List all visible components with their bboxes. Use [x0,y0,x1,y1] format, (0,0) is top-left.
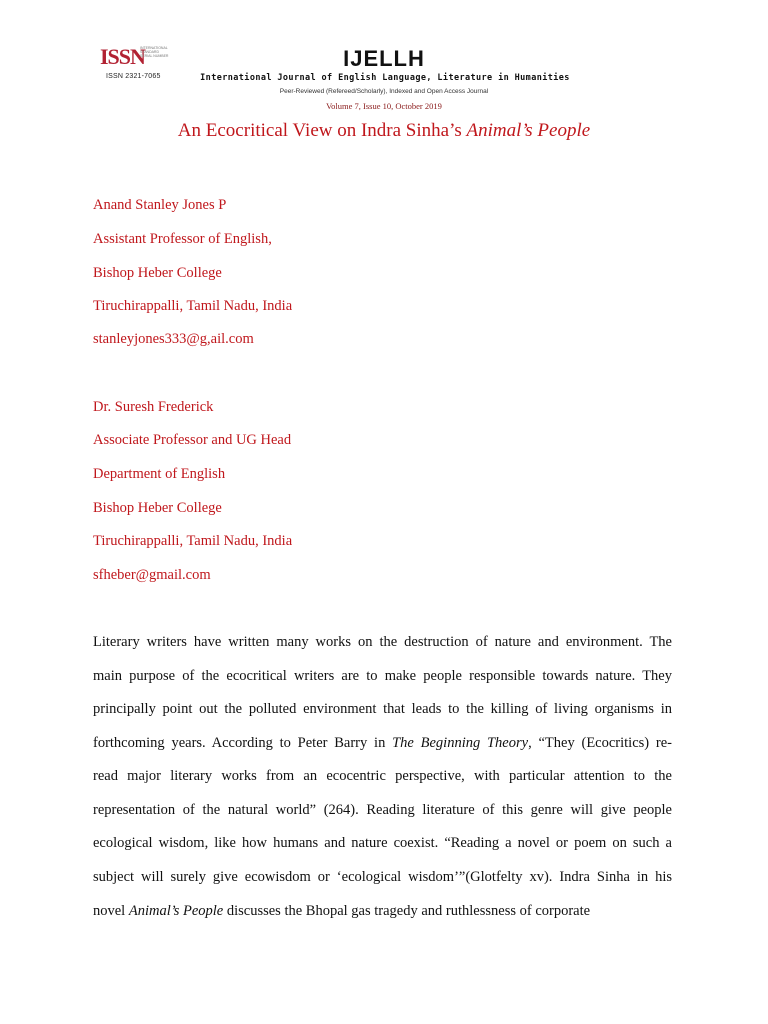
author1-email: stanleyjones333@g,ail.com [93,331,254,347]
author2-location: Tiruchirappalli, Tamil Nadu, India [93,533,293,549]
body-line: Literary writers have written many works on the destruction of nature and environment. The [93,634,672,650]
article-title-italic: Animal’s People [466,120,591,141]
body-line [93,902,590,920]
body-line: ecological wisdom, like how humans and nature coexist. “Reading a novel or poem on such a [93,835,672,851]
author2-email: sfheber@gmail.com [93,567,211,583]
body-line: principally point out the polluted environment that leads to the killing of living organisms in [93,701,672,717]
journal-subtitle: Peer-Reviewed (Refereed/Scholarly), Indexed and Open Access Journal [279,88,489,95]
author1-college: Bishop Heber College [93,265,222,281]
body-line: subject will surely give ecowisdom or ‘ecological wisdom’”(Glotfelty xv). Indra Sinha in his [93,869,672,885]
body-text-run: novel [93,903,129,919]
author2-college: Bishop Heber College [93,500,222,516]
book-title-italic: The Beginning Theory [392,735,529,751]
issn-logo-mark: ISSN [100,44,145,69]
body-text-run: forthcoming years. According to Peter Barry in [93,735,393,751]
body-line [93,734,672,752]
body-line: representation of the natural world” (264). Reading literature of this genre will give people [93,802,672,818]
book-title-italic: Animal’s People [128,903,224,919]
issn-logo-caption: INTERNATIONAL STANDARD SERIAL NUMBER [140,46,169,58]
author2-position: Associate Professor and UG Head [93,432,292,448]
body-line: main purpose of the ecocritical writers are to make people responsible towards nature. They [93,668,672,684]
article-title [0,119,768,143]
body-text-run: , “They (Ecocritics) re- [528,735,672,751]
journal-full-name: International Journal of English Language, Literature in Humanities [200,73,570,83]
journal-issue: Volume 7, Issue 10, October 2019 [326,101,442,111]
author1-position: Assistant Professor of English, [93,231,272,247]
article-title-main: An Ecocritical View on Indra Sinha’s [177,120,467,141]
author1-location: Tiruchirappalli, Tamil Nadu, India [93,298,293,314]
author2-name: Dr. Suresh Frederick [93,399,214,415]
issn-number: ISSN 2321-7065 [106,73,161,80]
body-text-run: discusses the Bhopal gas tragedy and ruthlessness of corporate [223,903,591,919]
author2-department: Department of English [93,466,226,482]
journal-abbreviation: IJELLH [343,46,425,71]
body-line: read major literary works from an ecocentric perspective, with particular attention to the [93,768,672,784]
author1-name: Anand Stanley Jones P [93,197,227,213]
